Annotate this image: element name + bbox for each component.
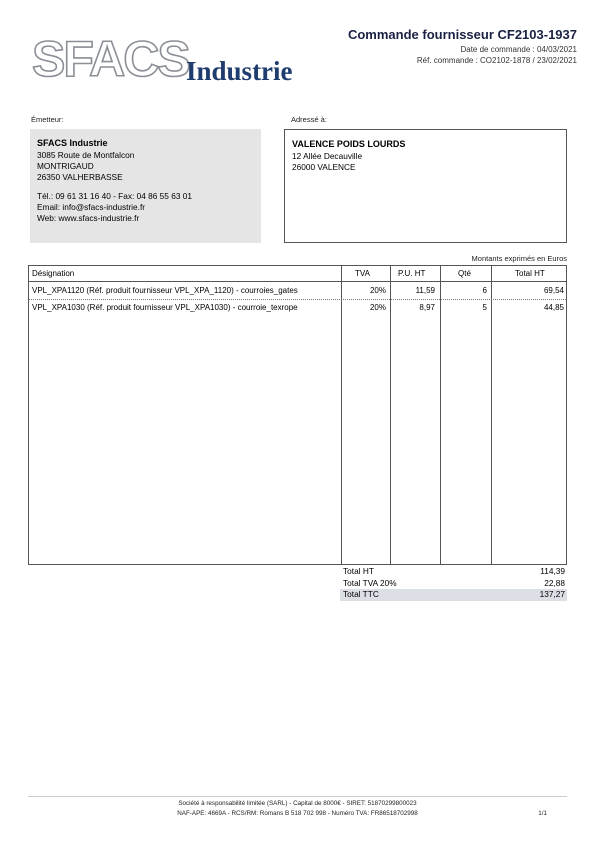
cell-total: 44,85 [543,303,564,312]
sender-address-line: 3085 Route de Montfalcon [37,150,135,160]
cell-tva: 20% [369,286,386,295]
recipient-name: VALENCE POIDS LOURDS [292,139,406,149]
header-quantity: Qté [458,269,471,278]
currency-note: Montants exprimés en Euros [471,254,567,263]
cell-designation: VPL_XPA1120 (Réf. produit fournisseur VPL_XPA_1120) - courroies_gates [32,286,298,295]
total-ht-value: 114,39 [540,566,565,576]
order-date: Date de commande : 04/03/2021 [460,45,577,54]
total-tva-row [340,578,567,590]
items-table [28,265,567,565]
total-ttc-label: Total TTC [343,589,379,599]
cell-designation: VPL_XPA1030 (Réf. produit fournisseur VPL_XPA1030) - courroie_texrope [32,303,298,312]
recipient-label: Adressé à: [291,115,327,124]
sender-web: Web: www.sfacs-industrie.fr [37,213,140,223]
footer-legal-line: Société à responsabilité limitée (SARL) - Capital de 8000€ - SIRET: 51870299800023 [178,800,417,807]
total-ttc-row [340,589,567,601]
total-ht-row [340,566,567,578]
cell-quantity: 6 [482,286,487,295]
page-number: 1/1 [538,810,547,817]
company-logo [30,30,315,86]
logo-subtitle: Industrie [186,56,293,86]
footer-legal-line: NAF-APE: 4669A - RCS/RM: Romans B 518 702 998 - Numéro TVA: FR86518702998 [177,810,418,817]
cell-quantity: 5 [482,303,487,312]
cell-unit-price: 11,59 [415,286,435,295]
sender-phone: Tél.: 09 61 31 16 40 - Fax: 04 86 55 63 01 [37,191,192,201]
sender-label: Émetteur: [31,115,64,124]
cell-total: 69,54 [543,286,564,295]
table-row [29,284,566,299]
order-reference: Réf. commande : CO2102-1878 / 23/02/2021 [416,56,577,65]
recipient-address-line: 26000 VALENCE [292,162,356,172]
svg-text:SFACS: SFACS [32,31,189,86]
header-total: Total HT [515,269,545,278]
sender-name: SFACS Industrie [37,138,108,148]
total-ht-label: Total HT [343,566,374,576]
header-tva: TVA [355,269,370,278]
total-tva-value: 22,88 [544,577,565,588]
sender-address-line: MONTRIGAUD [37,161,94,171]
document-title: Commande fournisseur CF2103-1937 [347,27,577,42]
recipient-box [284,129,567,243]
table-row [29,301,566,316]
recipient-address-line: 12 Allée Decauville [292,151,363,161]
sender-email: Email: info@sfacs-industrie.fr [37,202,146,212]
header-unit-price: P.U. HT [398,269,426,278]
total-ttc-value: 137,27 [539,589,565,599]
header-designation: Désignation [32,269,75,278]
footer-divider [28,796,567,797]
total-tva-label: Total TVA 20% [343,577,397,588]
totals-block [340,566,567,601]
cell-unit-price: 8,97 [419,303,435,312]
cell-tva: 20% [369,303,386,312]
sender-box [30,129,261,243]
sender-address-line: 26350 VALHERBASSE [37,172,123,182]
